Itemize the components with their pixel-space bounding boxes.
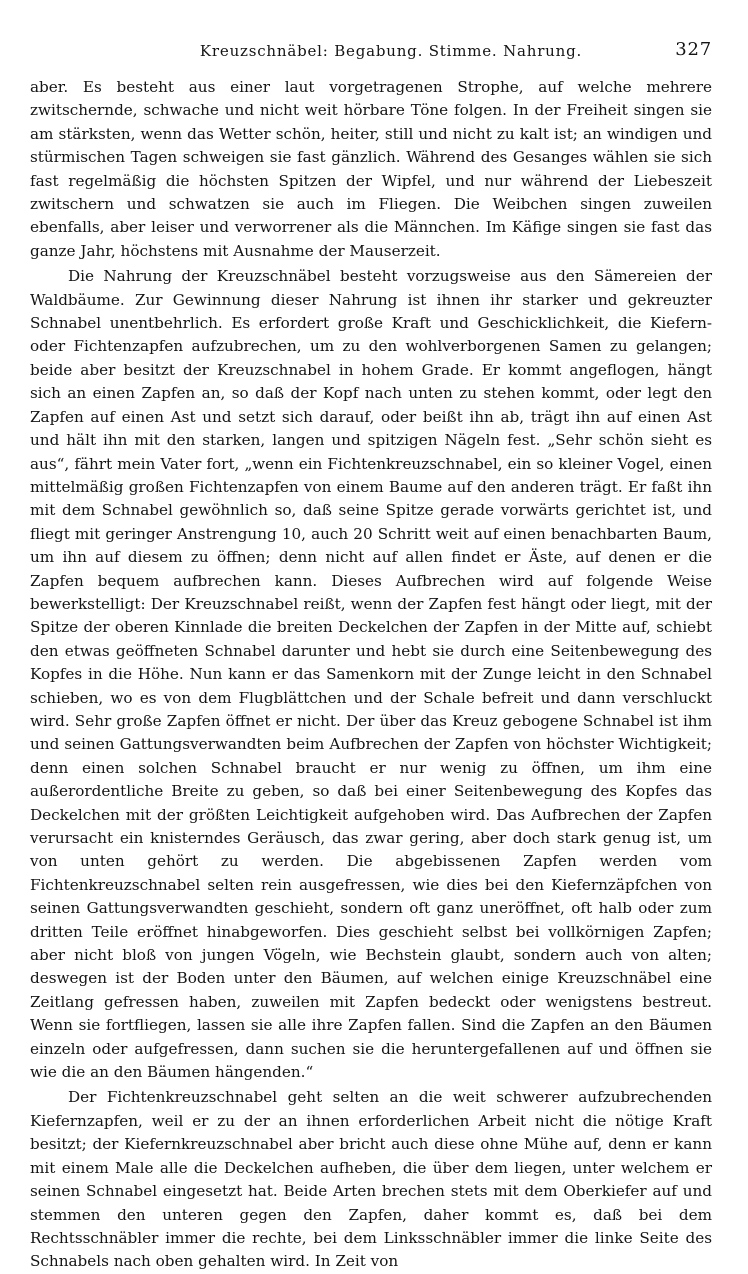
running-header xyxy=(30,39,712,68)
paragraph-species-comparison: Der Fichtenkreuzschnabel geht selten an die weit schwerer aufzubrechenden Kiefernzapfen, weil er zu der an ihnen erforderlichen Arbeit nicht die nötige Kraft besitzt; der Kiefernkreuzschnabel aber bricht auch diese ohne Mühe auf, denn er kann mit einem Male alle die Deckelchen aufheben, die über dem liegen, unter welchem er seinen Schnabel eingesetzt hat. Beide Arten brechen stets mit dem Oberkiefer auf und stemmen den unteren gegen den Zapfen, daher kommt es, daß bei dem Rechtsschnäbler immer die rechte, bei dem Linksschnäbler immer die linke Seite des Schnabels nach oben gehalten wird. In Zeit von xyxy=(30,1088,712,1271)
body-text xyxy=(30,76,712,1274)
page-number: 327 xyxy=(675,39,712,60)
paragraph-food: Die Nahrung der Kreuzschnäbel besteht vorzugsweise aus den Sämereien der Waldbäume. Zur Gewinnung dieser Nahrung ist ihnen ihr starker und gekreuzter Schnabel unentbehrlich. Es erfordert große Kraft und Geschicklichkeit, die Kiefern- oder Fichtenzapfen aufzubrechen, um zu den wohlverborgenen Samen zu gelangen; beide aber besitzt der Kreuzschnabel in hohem Grade. Er kommt angeflogen, hängt sich an einen Zapfen an, so daß der Kopf nach unten zu stehen kommt, oder legt den Zapfen auf einen Ast und setzt sich darauf, oder beißt ihn ab, trägt ihn auf einen Ast und hält ihn mit den starken, langen und spitzigen Nägeln fest. „Sehr schön sieht es aus“, fährt mein Vater fort, „wenn ein Fichtenkreuzschnabel, ein so kleiner Vogel, einen mittelmäßig großen Fichtenzapfen von einem Baume auf den anderen trägt. Er faßt ihn mit dem Schnabel gewöhnlich so, daß seine Spitze gerade vorwärts gerichtet ist, und fliegt mit geringer Anstrengung 10, auch 20 Schritt weit auf einen benachbarten Baum, um ihn auf diesem zu öffnen; denn nicht auf allen findet er Äste, auf denen er die Zapfen bequem aufbrechen kann. Dieses Aufbrechen wird auf folgende Weise bewerkstelligt: Der Kreuzschnabel reißt, wenn der Zapfen fest hängt oder liegt, mit der Spitze der oberen Kinnlade die breiten Deckelchen der Zapfen in der Mitte auf, schiebt den etwas geöffneten Schnabel darunter und hebt sie durch eine Seitenbewegung des Kopfes in die Höhe. Nun kann er das Samenkorn mit der Zunge leicht in den Schnabel schieben, wo es von dem Flugblättchen und der Schale befreit und dann verschluckt wird. Sehr große Zapfen öffnet er nicht. Der über das Kreuz gebogene Schnabel ist ihm und seinen Gattungsverwandten beim Aufbrechen der Zapfen von höchster Wichtigkeit; denn einen solchen Schnabel braucht er nur wenig zu öffnen, um ihm eine außerordentliche Breite zu geben, so daß bei einer Seitenbewegung des Kopfes das Deckelchen mit der größten Leichtigkeit aufgehoben wird. Das Aufbrechen der Zapfen verursacht ein knisterndes Geräusch, das zwar gering, aber doch stark genug ist, um von unten gehört zu werden. Die abgebissenen Zapfen werden vom Fichtenkreuzschnabel selten rein ausgefressen, wie dies bei den Kiefernzäpfchen von seinen Gattungsverwandten geschieht, sondern oft ganz uneröffnet, oft halb oder zum dritten Teile eröffnet hinabgeworfen. Dies geschieht selbst bei vollkörnigen Zapfen; aber nicht bloß von jungen Vögeln, wie Bechstein glaubt, sondern auch von alten; deswegen ist der Boden unter den Bäumen, auf welchen einige Kreuzschnäbel eine Zeitlang gefressen haben, zuweilen mit Zapfen bedeckt oder wenigstens bestreut. Wenn sie fortfliegen, lassen sie alle ihre Zapfen fallen. Sind die Zapfen an den Bäumen einzeln oder aufgefressen, dann suchen sie die heruntergefallenen auf und öffnen sie wie die an den Bäumen hängenden.“ xyxy=(30,267,712,1082)
paragraph-song-continuation: aber. Es besteht aus einer laut vorgetragenen Strophe, auf welche mehrere zwitschernde, schwache und nicht weit hörbare Töne folgen. In der Freiheit singen sie am stärksten, wenn das Wetter schön, heiter, still und nicht zu kalt ist; an windigen und stürmischen Tagen schweigen sie fast gänzlich. Während des Gesanges wählen sie sich fast regelmäßig die höchsten Spitzen der Wipfel, und nur während der Liebeszeit zwitschern und schwatzen sie auch im Fliegen. Die Weibchen singen zuweilen ebenfalls, aber leiser und verworrener als die Männchen. Im Käfige singen sie fast das ganze Jahr, höchstens mit Ausnahme der Mauserzeit. xyxy=(30,78,712,260)
book-page xyxy=(30,39,712,1274)
running-title: Kreuzschnäbel: Begabung. Stimme. Nahrung. xyxy=(199,42,583,60)
